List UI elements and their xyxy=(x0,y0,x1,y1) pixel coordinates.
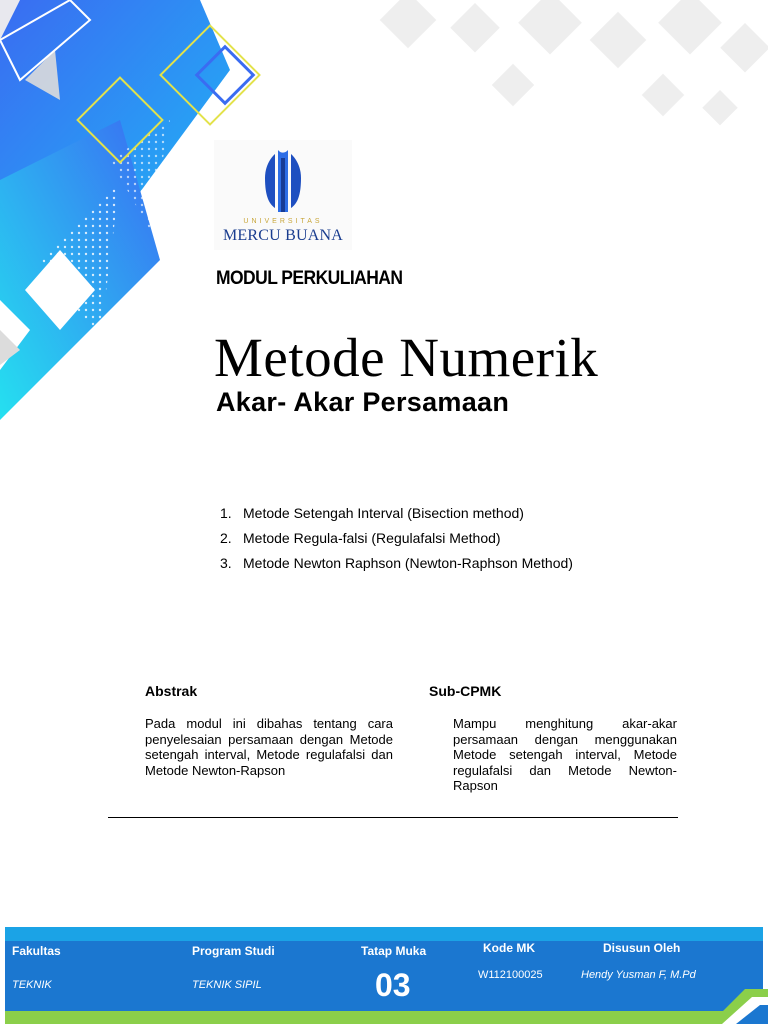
list-number: 2. xyxy=(220,530,232,546)
subcpmk-body: Mampu menghitung akar-akar persamaan dengan menggunakan Metode setengah interval, Metode regulafalsi dan Metode Newton-Rapson xyxy=(453,716,677,793)
program-studi-label: Program Studi xyxy=(192,944,275,958)
abstrak-body: Pada modul ini dibahas tentang cara penyelesaian persamaan dengan Metode setengah interval, Metode regulafalsi dan Metode Newton-Rapson xyxy=(145,716,393,778)
tatap-muka-label: Tatap Muka xyxy=(361,944,427,958)
program-studi-value: TEKNIK SIPIL xyxy=(192,979,262,991)
tatap-muka-value: 03 xyxy=(375,967,411,1003)
list-number: 3. xyxy=(220,555,232,571)
disusun-oleh-value: Hendy Yusman F, M.Pd xyxy=(581,969,696,981)
footer-top-strip xyxy=(5,927,763,941)
decorative-squares-pattern xyxy=(348,0,768,140)
footer-bottom-strip xyxy=(5,1011,763,1024)
kode-mk-value: W112100025 xyxy=(478,969,543,981)
footer-corner-decoration xyxy=(700,975,768,1024)
list-number: 1. xyxy=(220,505,232,521)
topic-list xyxy=(220,505,573,580)
section-divider xyxy=(108,817,678,818)
kode-mk-label: Kode MK xyxy=(483,941,535,955)
list-text: Metode Regula-falsi (Regulafalsi Method) xyxy=(243,530,501,546)
subcpmk-heading: Sub-CPMK xyxy=(429,683,502,699)
module-subtitle: Akar- Akar Persamaan xyxy=(216,387,510,417)
fakultas-label: Fakultas xyxy=(12,944,61,958)
abstrak-heading: Abstrak xyxy=(145,683,198,699)
list-text: Metode Newton Raphson (Newton-Raphson Method) xyxy=(243,555,573,571)
module-kicker: MODUL PERKULIAHAN xyxy=(216,268,403,289)
logo-text-universitas: UNIVERSITAS xyxy=(243,218,323,225)
logo-text-mercu-buana: MERCU BUANA xyxy=(223,227,343,244)
list-text: Metode Setengah Interval (Bisection method) xyxy=(243,505,524,521)
fakultas-value: TEKNIK xyxy=(12,979,52,991)
list-item xyxy=(220,555,573,580)
course-title: Metode Numerik xyxy=(214,327,599,388)
university-logo xyxy=(214,140,352,250)
mercu-buana-emblem-icon xyxy=(261,148,305,214)
disusun-oleh-label: Disusun Oleh xyxy=(603,941,681,955)
list-item xyxy=(220,505,573,530)
list-item xyxy=(220,530,573,555)
